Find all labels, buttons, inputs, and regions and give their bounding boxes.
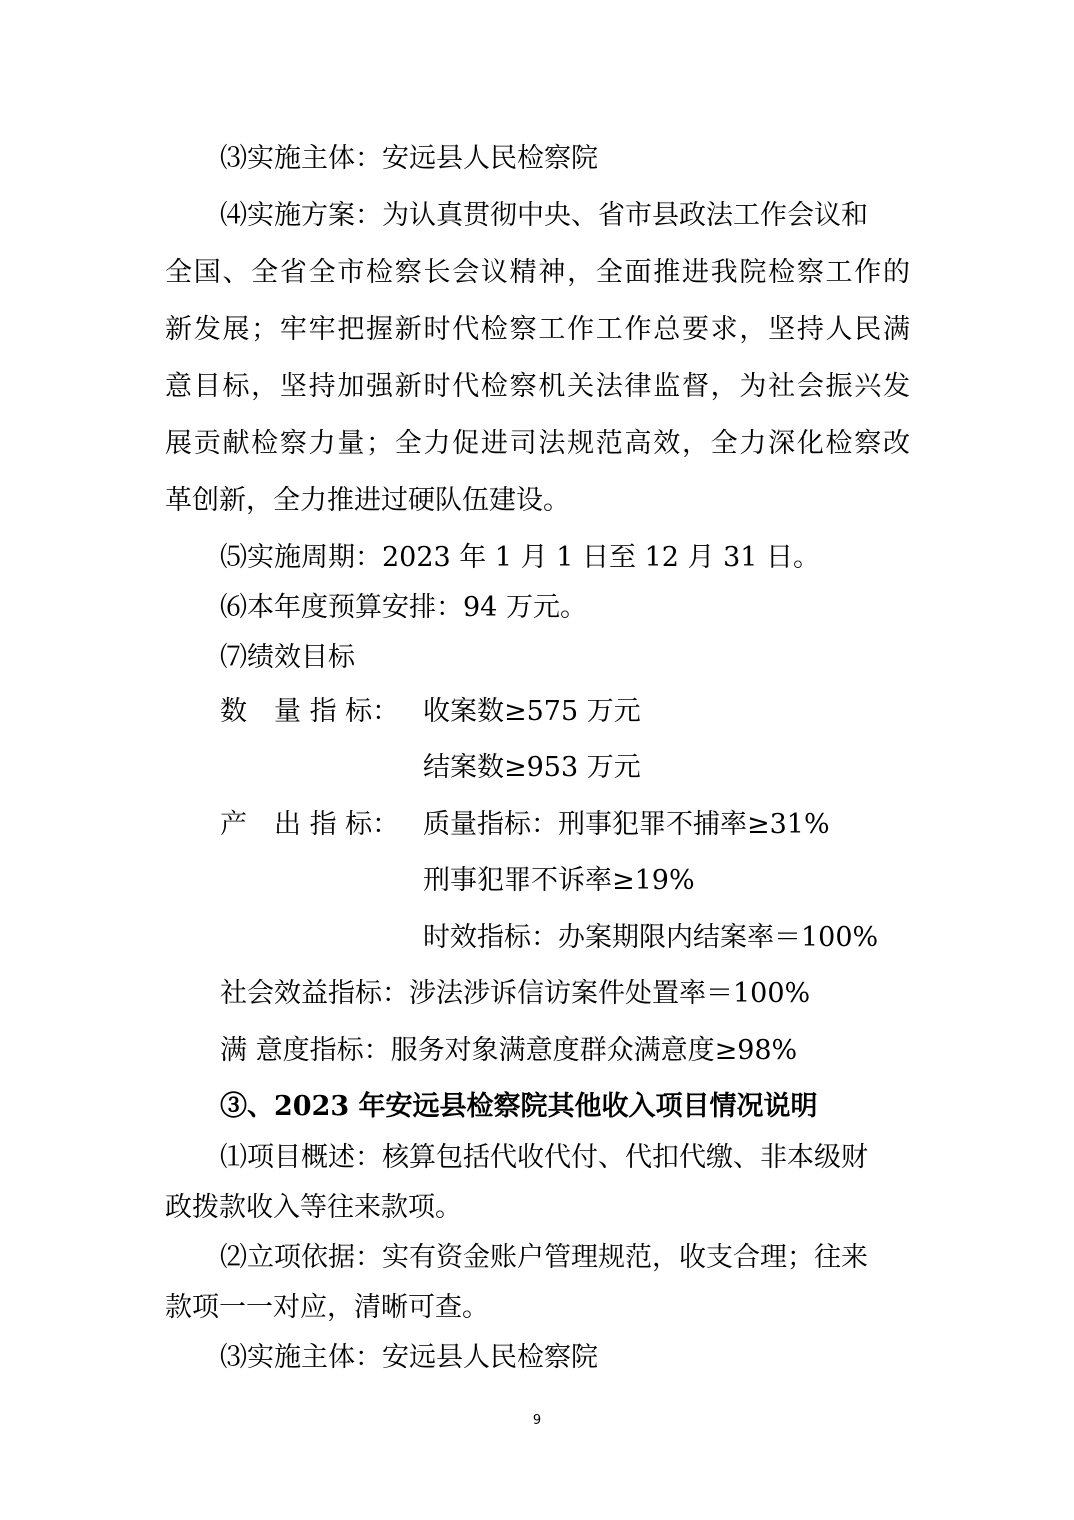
- paragraph-line: ⑷实施方案：为认真贯彻中央、省市县政法工作会议和: [220, 200, 868, 231]
- paragraph-line: ⑶实施主体：安远县人民检察院: [220, 143, 598, 174]
- paragraph-line: 展贡献检察力量；全力促进司法规范高效，全力深化检察改: [165, 428, 910, 459]
- paragraph-line: 意目标，坚持加强新时代检察机关法律监督，为社会振兴发: [165, 371, 910, 402]
- indicator-value: 质量指标：刑事犯罪不捕率≥31%: [423, 809, 830, 840]
- paragraph-line: ⑹本年度预算安排：94 万元。: [220, 592, 587, 623]
- page-number: 9: [532, 1413, 542, 1428]
- indicator-label: 数 量 指 标：: [220, 696, 400, 727]
- paragraph-line: ⑴项目概述：核算包括代收代付、代扣代缴、非本级财: [220, 1142, 868, 1173]
- paragraph-line: 政拨款收入等往来款项。: [165, 1192, 462, 1223]
- indicator-label: 产 出 指 标：: [220, 809, 400, 840]
- indicator-line: 满 意度指标：服务对象满意度群众满意度≥98%: [220, 1035, 798, 1066]
- paragraph-line: ⑵立项依据：实有资金账户管理规范，收支合理；往来: [220, 1242, 868, 1273]
- paragraph-line: 革创新，全力推进过硬队伍建设。: [165, 485, 570, 516]
- paragraph-line: ⑸实施周期：2023 年 1 月 1 日至 12 月 31 日。: [220, 542, 821, 573]
- section-heading: ③、2023 年安远县检察院其他收入项目情况说明: [220, 1091, 818, 1122]
- paragraph-line: ⑶实施主体：安远县人民检察院: [220, 1342, 598, 1373]
- paragraph-line: 新发展；牢牢把握新时代检察工作工作总要求，坚持人民满: [165, 314, 910, 345]
- indicator-value: 结案数≥953 万元: [423, 752, 641, 783]
- paragraph-line: ⑺绩效目标: [220, 642, 355, 673]
- indicator-value: 刑事犯罪不诉率≥19%: [423, 865, 695, 896]
- indicator-value: 收案数≥575 万元: [423, 696, 641, 727]
- indicator-line: 社会效益指标：涉法涉诉信访案件处置率＝100%: [220, 978, 811, 1009]
- paragraph-line: 款项一一对应，清晰可查。: [165, 1292, 489, 1323]
- paragraph-line: 全国、全省全市检察长会议精神，全面推进我院检察工作的: [165, 257, 910, 288]
- indicator-value: 时效指标：办案期限内结案率＝100%: [423, 922, 879, 953]
